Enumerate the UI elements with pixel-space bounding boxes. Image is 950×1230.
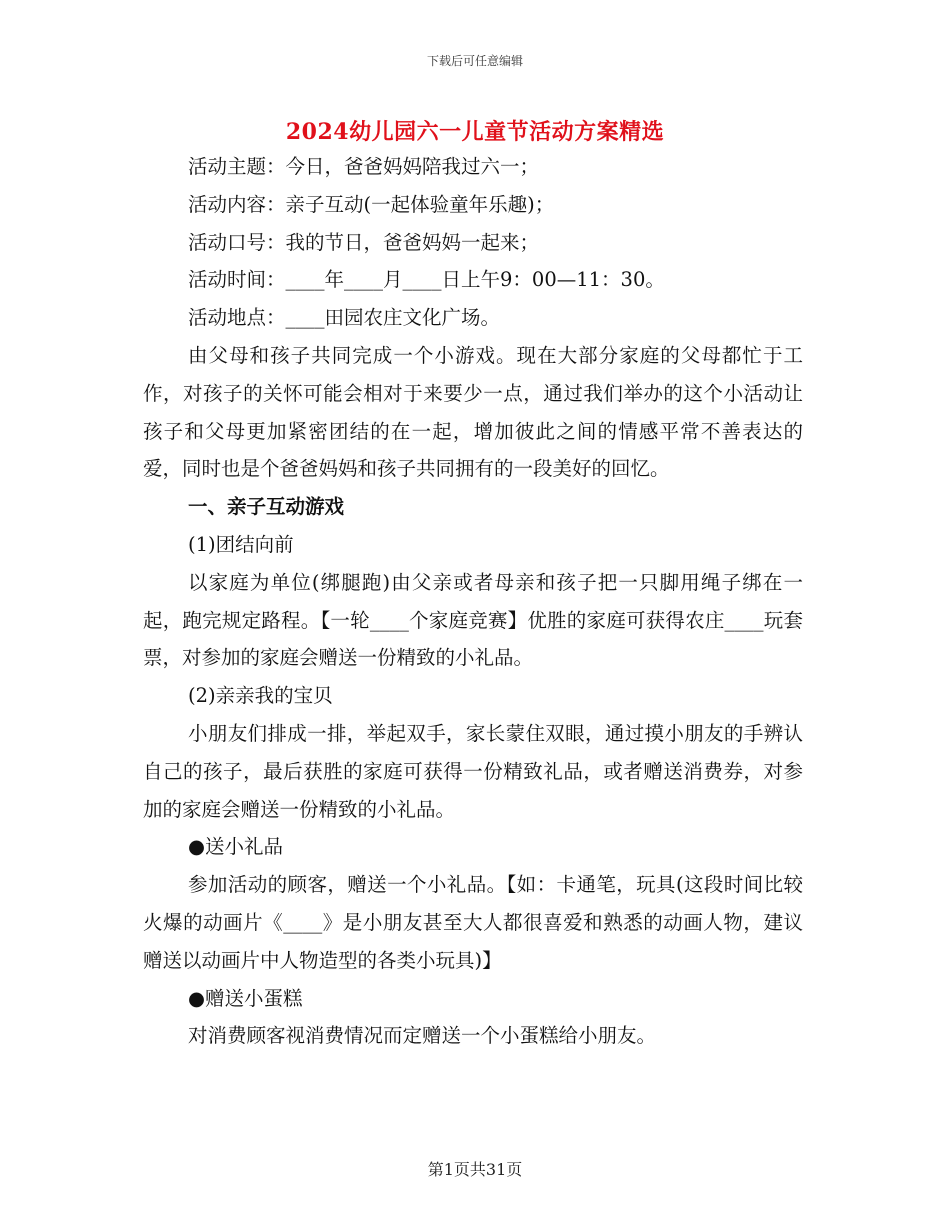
game2-paragraph: 小朋友们排成一排，举起双手，家长蒙住双眼，通过摸小朋友的手辨认自己的孩子，最后获胜的家庭可获得一份精致礼品，或者赠送消费券，对参加的家庭会赠送一份精致的小礼品。 bbox=[143, 721, 803, 821]
section-heading: 一、亲子互动游戏 bbox=[188, 495, 345, 519]
intro-paragraph: 由父母和孩子共同完成一个小游戏。现在大部分家庭的父母都忙于工作，对孩子的关怀可能会相对于来要少一点，通过我们举办的这个小活动让孩子和父母更加紧密团结的在一起，增加彼此之间的情感平常不善表达的爱，同时也是个爸爸妈妈和孩子共同拥有的一段美好的回忆。 bbox=[143, 343, 803, 481]
document-body bbox=[143, 148, 803, 1055]
game2-title: (2)亲亲我的宝贝 bbox=[188, 684, 333, 708]
bullet-gift-title: ●送小礼品 bbox=[188, 835, 284, 859]
info-content: 活动内容：亲子互动(一起体验童年乐趣)； bbox=[188, 192, 555, 216]
bullet-cake-title: ●赠送小蛋糕 bbox=[188, 986, 303, 1010]
bullet-cake-paragraph: 对消费顾客视消费情况而定赠送一个小蛋糕给小朋友。 bbox=[188, 1024, 657, 1048]
document-title: 2024幼儿园六一儿童节活动方案精选 bbox=[285, 119, 665, 145]
header-note: 下载后可任意编辑 bbox=[426, 54, 523, 68]
game1-title: (1)团结向前 bbox=[188, 532, 294, 556]
game1-paragraph: 以家庭为单位(绑腿跑)由父亲或者母亲和孩子把一只脚用绳子绑在一起，跑完规定路程。【一轮____个家庭竞赛】优胜的家庭可获得农庄____玩套票，对参加的家庭会赠送一份精致的小礼品。 bbox=[143, 570, 803, 670]
info-location: 活动地点：____田园农庄文化广场。 bbox=[188, 306, 501, 330]
info-time: 活动时间：____年____月____日上午9：00—11：30。 bbox=[188, 268, 665, 292]
bullet-gift-paragraph: 参加活动的顾客，赠送一个小礼品。【如：卡通笔，玩具(这段时间比较火爆的动画片《____》是小朋友甚至大人都很喜爱和熟悉的动画人物，建议赠送以动画片中人物造型的各类小玩具)】 bbox=[143, 873, 803, 972]
info-theme: 活动主题：今日，爸爸妈妈陪我过六一； bbox=[188, 155, 540, 178]
info-slogan: 活动口号：我的节日，爸爸妈妈一起来； bbox=[188, 230, 540, 254]
page-footer: 第1页共31页 bbox=[427, 1160, 523, 1179]
